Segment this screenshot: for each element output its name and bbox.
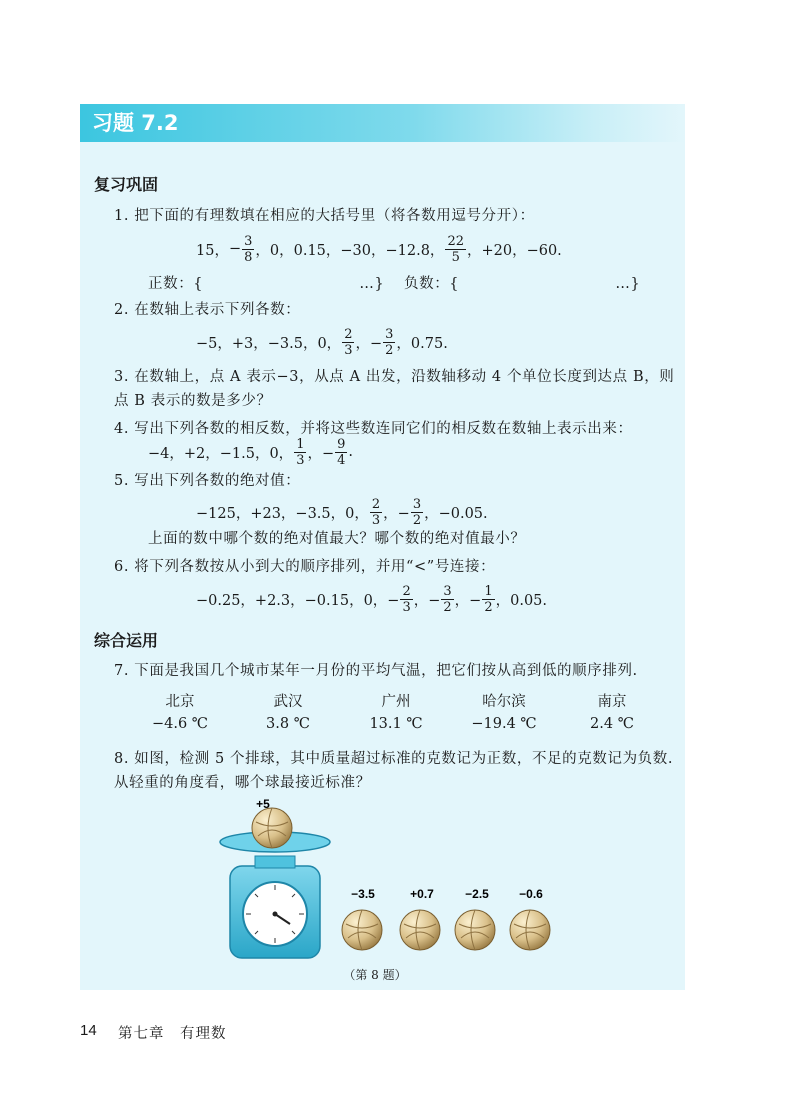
section-review: 复习巩固 bbox=[94, 175, 159, 194]
q2-c: ，0.75. bbox=[396, 335, 448, 352]
q2-frac1: $\frac{2}{3}$ bbox=[344, 326, 353, 358]
q5-frac1: $\frac{2}{3}$ bbox=[371, 496, 381, 528]
volleyball-icon bbox=[455, 910, 495, 950]
volleyball-icon bbox=[400, 910, 440, 950]
q1-numbers bbox=[196, 227, 562, 271]
q4-stem: 4. 写出下列各数的相反数，并将这些数连同它们的相反数在数轴上表示出来： bbox=[114, 421, 633, 437]
q2-stem: 2. 在数轴上表示下列各数： bbox=[114, 302, 301, 318]
q7-temp: 2.4 ℃ bbox=[590, 716, 634, 732]
q7-city: 北京 bbox=[165, 694, 195, 710]
q7-temp: −19.4 ℃ bbox=[471, 716, 537, 732]
q1-rest2: ，+20，−60. bbox=[466, 242, 562, 259]
q4-frac2: $\frac{9}{4}$ bbox=[337, 436, 346, 468]
q6-b: ，− bbox=[413, 592, 441, 609]
q5-frac2: $\frac{3}{2}$ bbox=[412, 496, 422, 528]
q5-follow: 上面的数中哪个数的绝对值最大？哪个数的绝对值最小？ bbox=[148, 531, 526, 547]
q6-frac2: $\frac{3}{2}$ bbox=[443, 583, 452, 615]
q2-frac2: $\frac{3}{2}$ bbox=[385, 326, 394, 358]
section-apply: 综合运用 bbox=[94, 631, 159, 650]
q2-a: −5，+3，−3.5，0， bbox=[196, 335, 342, 352]
q1-rest1: ，0，0.15，−30，−12.8， bbox=[255, 242, 445, 259]
q2-b: ，− bbox=[355, 335, 383, 352]
q7-stem: 7. 下面是我国几个城市某年一月份的平均气温，把它们按从高到低的顺序排列. bbox=[114, 663, 638, 679]
q1-frac1: $\frac{3}{8}$ bbox=[244, 233, 253, 265]
q2-numbers bbox=[196, 320, 448, 364]
volleyball-icon bbox=[510, 910, 550, 950]
ball-label: −3.5 bbox=[351, 887, 375, 901]
q1-negative: 负数：{ …} bbox=[404, 276, 641, 292]
page-number: 14 bbox=[80, 1022, 97, 1039]
q6-frac1: $\frac{2}{3}$ bbox=[402, 583, 411, 615]
q3-line2: 点 B 表示的数是多少？ bbox=[114, 393, 272, 409]
q7-temp-row bbox=[126, 716, 666, 732]
volleyball-icon bbox=[342, 910, 382, 950]
q8-line1: 8. 如图，检测 5 个排球，其中质量超过标准的克数记为正数，不足的克数记为负数. bbox=[114, 751, 674, 767]
q7-temp: −4.6 ℃ bbox=[151, 716, 209, 732]
q7-city: 南京 bbox=[597, 694, 627, 710]
q6-numbers bbox=[196, 577, 547, 621]
q5-c: ，−0.05. bbox=[424, 505, 488, 522]
q1-frac2: $\frac{22}{5}$ bbox=[447, 233, 464, 265]
q4-b: ，− bbox=[307, 445, 335, 462]
q1-neg1: − bbox=[228, 241, 242, 257]
ball-label: −2.5 bbox=[465, 887, 489, 901]
volleyball-icon bbox=[252, 808, 292, 848]
q4-frac1: $\frac{1}{3}$ bbox=[296, 436, 305, 468]
q4-numbers bbox=[148, 430, 353, 474]
q1-stem: 1. 把下面的有理数填在相应的大括号里（将各数用逗号分开）： bbox=[114, 208, 535, 224]
q5-a: −125，+23，−3.5，0， bbox=[196, 505, 369, 522]
q6-a: −0.25，+2.3，−0.15，0，− bbox=[196, 592, 400, 609]
figure-caption: （第 8 题） bbox=[343, 968, 407, 982]
q7-city: 武汉 bbox=[273, 694, 303, 710]
q7-temp: 3.8 ℃ bbox=[266, 716, 310, 732]
q5-stem: 5. 写出下列各数的绝对值： bbox=[114, 473, 301, 489]
exercise-title: 习题 7.2 bbox=[92, 111, 179, 135]
q7-temp: 13.1 ℃ bbox=[369, 716, 423, 732]
scale-and-balls-illustration bbox=[210, 794, 590, 964]
q6-d: ，0.05. bbox=[495, 592, 548, 609]
q7-city: 广州 bbox=[381, 694, 411, 710]
chapter-title: 第七章 有理数 bbox=[118, 1026, 227, 1042]
ball-label: +0.7 bbox=[410, 887, 434, 901]
q8-line2: 从轻重的角度看，哪个球最接近标准？ bbox=[114, 775, 371, 791]
q4-a: −4，+2，−1.5，0， bbox=[148, 445, 294, 462]
q4-c: . bbox=[348, 444, 354, 460]
q6-frac3: $\frac{1}{2}$ bbox=[484, 583, 493, 615]
q3-line1: 3. 在数轴上，点 A 表示−3，从点 A 出发，沿数轴移动 4 个单位长度到达点 B，则 bbox=[114, 369, 675, 385]
q1-positive: 正数：{ …} bbox=[148, 276, 385, 292]
ball-label: −0.6 bbox=[519, 887, 543, 901]
q6-stem: 6. 将下列各数按从小到大的顺序排列，并用“<”号连接： bbox=[114, 559, 496, 575]
q6-c: ，− bbox=[454, 592, 482, 609]
ball-label: +5 bbox=[256, 797, 270, 811]
q7-city: 哈尔滨 bbox=[482, 694, 526, 710]
q1-n1: 15， bbox=[196, 242, 229, 259]
q7-city-row bbox=[126, 690, 666, 711]
weighing-scale bbox=[220, 832, 330, 958]
q5-b: ，− bbox=[383, 505, 410, 522]
